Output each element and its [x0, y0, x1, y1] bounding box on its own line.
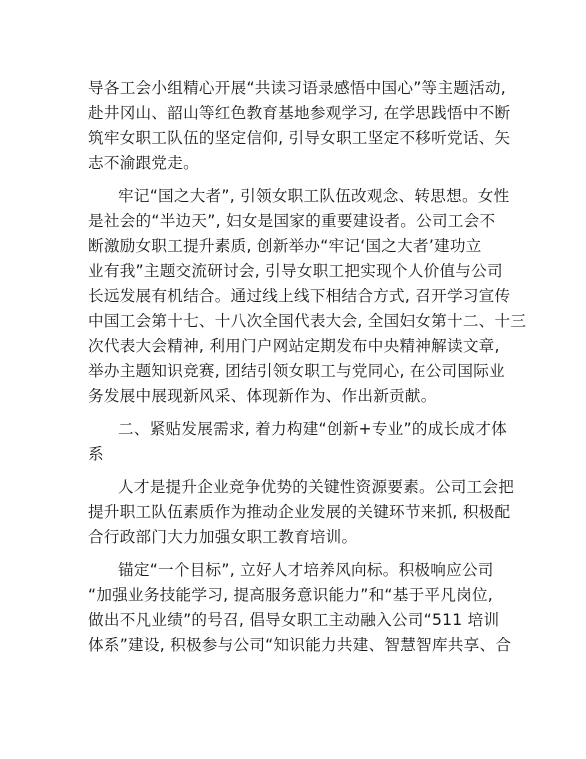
text-line: 做出不凡业绩”的号召, 倡导女职工主动融入公司“511 培训 — [88, 611, 500, 629]
text-line: 合行政部门大力加强女职工教育培训。 — [88, 528, 358, 546]
text-line: 务发展中展现新风采、体现新作为、作出新贡献。 — [88, 387, 437, 405]
text-line: 断激励女职工提升素质, 创新举办“牢记‘国之大者’建功立 — [88, 237, 482, 255]
text-line: 赴井冈山、韶山等红色教育基地参观学习, 在学思践悟中不断 — [88, 104, 511, 122]
text-line: 志不渝跟党走。 — [88, 154, 199, 172]
text-line: 人才是提升企业竞争优势的关键性资源要素。公司工会把 — [118, 478, 515, 496]
text-line: 举办主题知识竞赛, 团结引领女职工与党同心, 在公司国际业 — [88, 362, 505, 380]
text-line: 锚定“一个目标”, 立好人才培养风向标。积极响应公司 — [118, 561, 494, 579]
text-line: 次代表大会精神, 利用门户网站定期发布中央精神解读文章, — [88, 337, 500, 355]
text-line: 是社会的“半边天”, 妇女是国家的重要建设者。公司工会不 — [88, 212, 496, 230]
text-line: 业有我”主题交流研讨会, 引导女职工把实现个人价值与公司 — [88, 262, 503, 280]
text-line: 体系”建设, 积极参与公司“知识能力共建、智慧智库共享、合 — [88, 636, 512, 654]
text-line: 提升职工队伍素质作为推动企业发展的关键环节来抓, 积极配 — [88, 503, 511, 521]
text-line: 长远发展有机结合。通过线上线下相结合方式, 召开学习宣传 — [88, 287, 511, 305]
text-line: 导各工会小组精心开展“共读习语录感悟中国心”等主题活动, — [88, 79, 506, 97]
text-line: 筑牢女职工队伍的坚定信仰, 引导女职工坚定不移听党话、矢 — [88, 129, 511, 147]
text-line: 牢记“国之大者”, 引领女职工队伍改观念、转思想。女性 — [118, 187, 510, 205]
section-heading-line: 系 — [88, 445, 104, 463]
section-heading-line: 二、紧贴发展需求, 着力构建“创新+专业”的成长成才体 — [118, 420, 507, 438]
text-line: 中国工会第十七、十八次全国代表大会, 全国妇女第十二、十三 — [88, 312, 527, 330]
text-line: “加强业务技能学习, 提高服务意识能力”和“基于平凡岗位, — [88, 586, 494, 604]
